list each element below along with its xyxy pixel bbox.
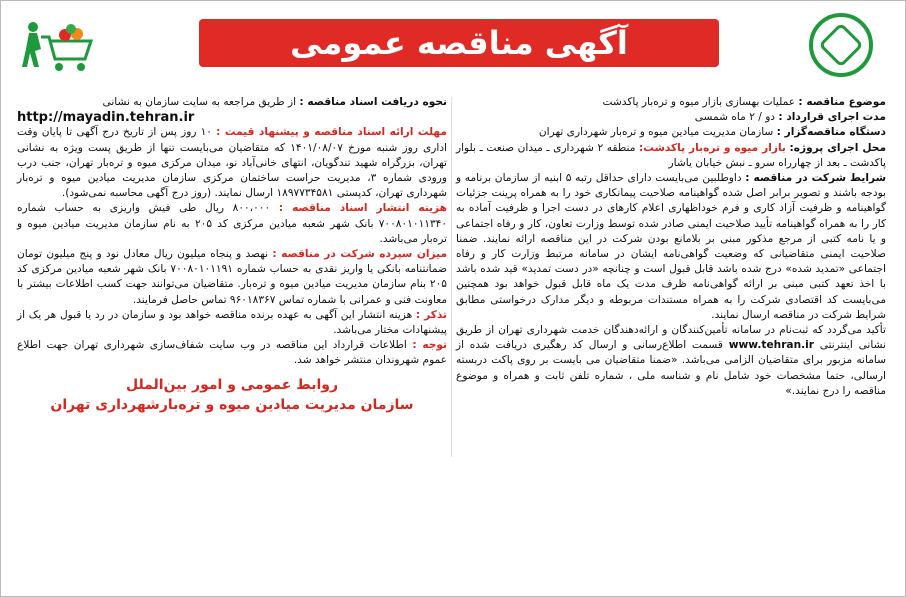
title-banner [199,19,719,67]
receive-value: از طریق مراجعه به سایت سازمان به نشانی [102,96,297,108]
attention-row [17,338,447,368]
duration-label: مدت اجرای قرارداد : [778,111,886,124]
org-row [456,125,886,140]
right-column [456,95,886,585]
tehran-url-link[interactable]: www.tehran.ir [728,339,814,352]
subject-value: عملیات بهسازی بازار میوه و تره‌بار پاکدشت [602,96,796,108]
duration-value: دو / ۲ ماه شمسی [694,111,776,124]
footer-signature [17,375,447,415]
conditions-label: شرایط شرکت در مناقصه : [745,172,887,185]
shopping-cart-icon [19,19,95,75]
deadline-value: ۱۰ روز پس از تاریخ درج آگهی تا پایان وقت اداری روز شنبه مورخ ۱۴۰۱/۰۸/۰۷ که متقاضیان می‌بایست تنها از طریق پست ویژه به نشانی تهران، بزرگراه شهید تندگویان، انتهای خانی‌آباد نو، میدان مرکزی میوه و تره‌بار تهران، جنب درب ورودی شماره ۳، مدیریت حراست ساختمان مرکزی سازمان مدیریت میادین میوه و تره‌بار شهرداری تهران، کدپستی ۱۸۹۷۷۳۴۵۸۱ ارسال نمایند. (روز درج آگهی محاسبه نمی‌شود). [17,126,447,200]
attention-value: اطلاعات قرارداد این مناقصه در وب سایت شفاف‌سازی شهرداری تهران جهت اطلاع عموم شهروندان منتشر خواهد شد. [17,339,447,367]
location-value: منطقه ۲ شهرداری ـ میدان صنعت ـ بلوار پاکدشت ـ بعد از چهارراه سرو ـ نبش خیابان یاشار [456,141,886,169]
deadline-row [17,125,447,201]
reminder-value: هزینه انتشار این آگهی به عهده برنده مناقصه خواهد بود و سازمان در رد یا قبول هر یک از پیشنهادات مختار می‌باشد. [17,308,447,337]
org-label: دستگاه مناقصه‌گزار : [776,126,886,139]
footer-line-2: سازمان مدیریت میادین میوه و تره‌بارشهرداری تهران [50,396,414,413]
reminder-label: تذکر : [415,308,448,321]
deadline-label: مهلت ارائه اسناد مناقصه و پیشنهاد قیمت : [216,126,447,139]
reminder-row [17,308,447,338]
note-text-b: قسمت اطلاع‌رسانی و ارسال کد رهگیری دریافت شده از سامانه مزبور برای متقاضیان الزامی می‌باشد. «ضمنا متقاضیان می بایست بر روی پاکت دربسته ارسالی، حتما مشخصات خود شامل نام و شناسه ملی ، شماره تلفن ثابت و همراه و موضوع مناقصه را درج نمایند.» [456,339,886,397]
attention-label: توجه : [412,339,448,352]
conditions-value: داوطلبین می‌بایست دارای حداقل رتبه ۵ ابنیه از سازمان برنامه و بودجه باشند و تصویر برابر اصل شده گواهینامه صلاحیت پیمانکاری خود را به همراه پرینت جزئیات گواهینامه و ظرفیت آزاد کاری و فرم خوداظهاری اعلام کارهای در دست اجرا و ظرفیت آماده به کار را به همراه گواهینامه تأیید صلاحیت ایمنی صادر شده توسط وزارت تعاون، کار و رفاه اجتماعی و یا نامه کتبی از مرجع مذکور مبنی بر بلامانع بودن شرکت در این مناقصه ارائه نمایند. ضمنا صلاحیت ایمنی متقاضیانی که وضعیت گواهی‌نامه ایشان در سامانه مرتبط وزارت کار و رفاه اجتماعی «تمدید شده» درج شده باشد قابل قبول است و چنانچه «در دست تمدید» قید شده باشد با اخذ تعهد کتبی مبنی بر ارائه گواهی‌نامه ظرف مدت یک ماه قابل قبول خواهد بود همچنین می‌بایست کد اقتصادی شرکت را به همراه مستندات مربوطه و دیگر مدارک درخواستی مطابق شرایط شرکت در مناقصه ارسال نمایند. [456,172,886,321]
publish-cost-value: ۸۰۰،۰۰۰ ریال طی فیش واریزی به حساب شماره ۷۰۰۸۰۱۰۱۱۳۴۰ بانک شهر شعبه میادین مرکزی کد ۲۰۵ به نام سازمان مدیریت میادین میوه و تره‌بار می‌باشد. [17,202,448,245]
location-label: محل اجرای پروژه: [789,141,886,154]
column-divider [451,97,452,457]
left-column [17,95,447,595]
logo-inner-mark [818,22,863,67]
receive-label: نحوه دریافت اسناد مناقصه : [299,96,447,108]
deposit-value: نهصد و پنجاه میلیون ریال معادل نود و پنج میلیون تومان ضمانتنامه بانکی یا واریز نقدی به حساب شماره ۷۰۰۸۰۱۰۱۱۹۱ بانک شهر شعبه میادین مرکزی کد ۲۰۵ بنام سازمان مدیریت میادین میوه و تره‌بار. متقاضیان می‌توانند جهت کسب اطلاعات بیشتر با معاونت فنی و عمرانی با شماره تماس ۹۶۰۱۸۳۶۷ تماس حاصل فرمایند. [17,248,447,306]
publish-cost-row [17,201,447,247]
note-text-a: تأکید می‌گردد که ثبت‌نام در سامانه تأمین‌کنندگان و ارائه‌دهندگان خدمت شهرداری تهران از طریق نشانی اینترنتی [456,324,886,352]
publish-cost-label: هزینه انتشار اسناد مناقصه : [278,202,447,215]
subject-row [456,95,886,110]
location-row [456,141,886,171]
footer-line-1: روابط عمومی و امور بین‌الملل [125,376,339,393]
mayadin-url-link[interactable]: http://mayadin.tehran.ir [17,110,195,126]
deposit-row [17,247,447,308]
duration-row [456,110,886,125]
page-title: آگهی مناقصه عمومی [290,24,628,62]
org-value: سازمان مدیریت میادین میوه و تره‌بار شهرداری تهران [538,126,774,139]
subject-label: موضوع مناقصه : [798,96,886,108]
note-row [456,323,886,399]
deposit-label: میزان سپرده شرکت در مناقصه : [272,248,448,261]
conditions-row [456,171,886,323]
tehran-municipality-logo-icon [809,13,873,77]
receive-row [17,95,447,110]
header [1,1,906,91]
location-highlight: بازار میوه و تره‌بار پاکدشت: [639,141,786,154]
